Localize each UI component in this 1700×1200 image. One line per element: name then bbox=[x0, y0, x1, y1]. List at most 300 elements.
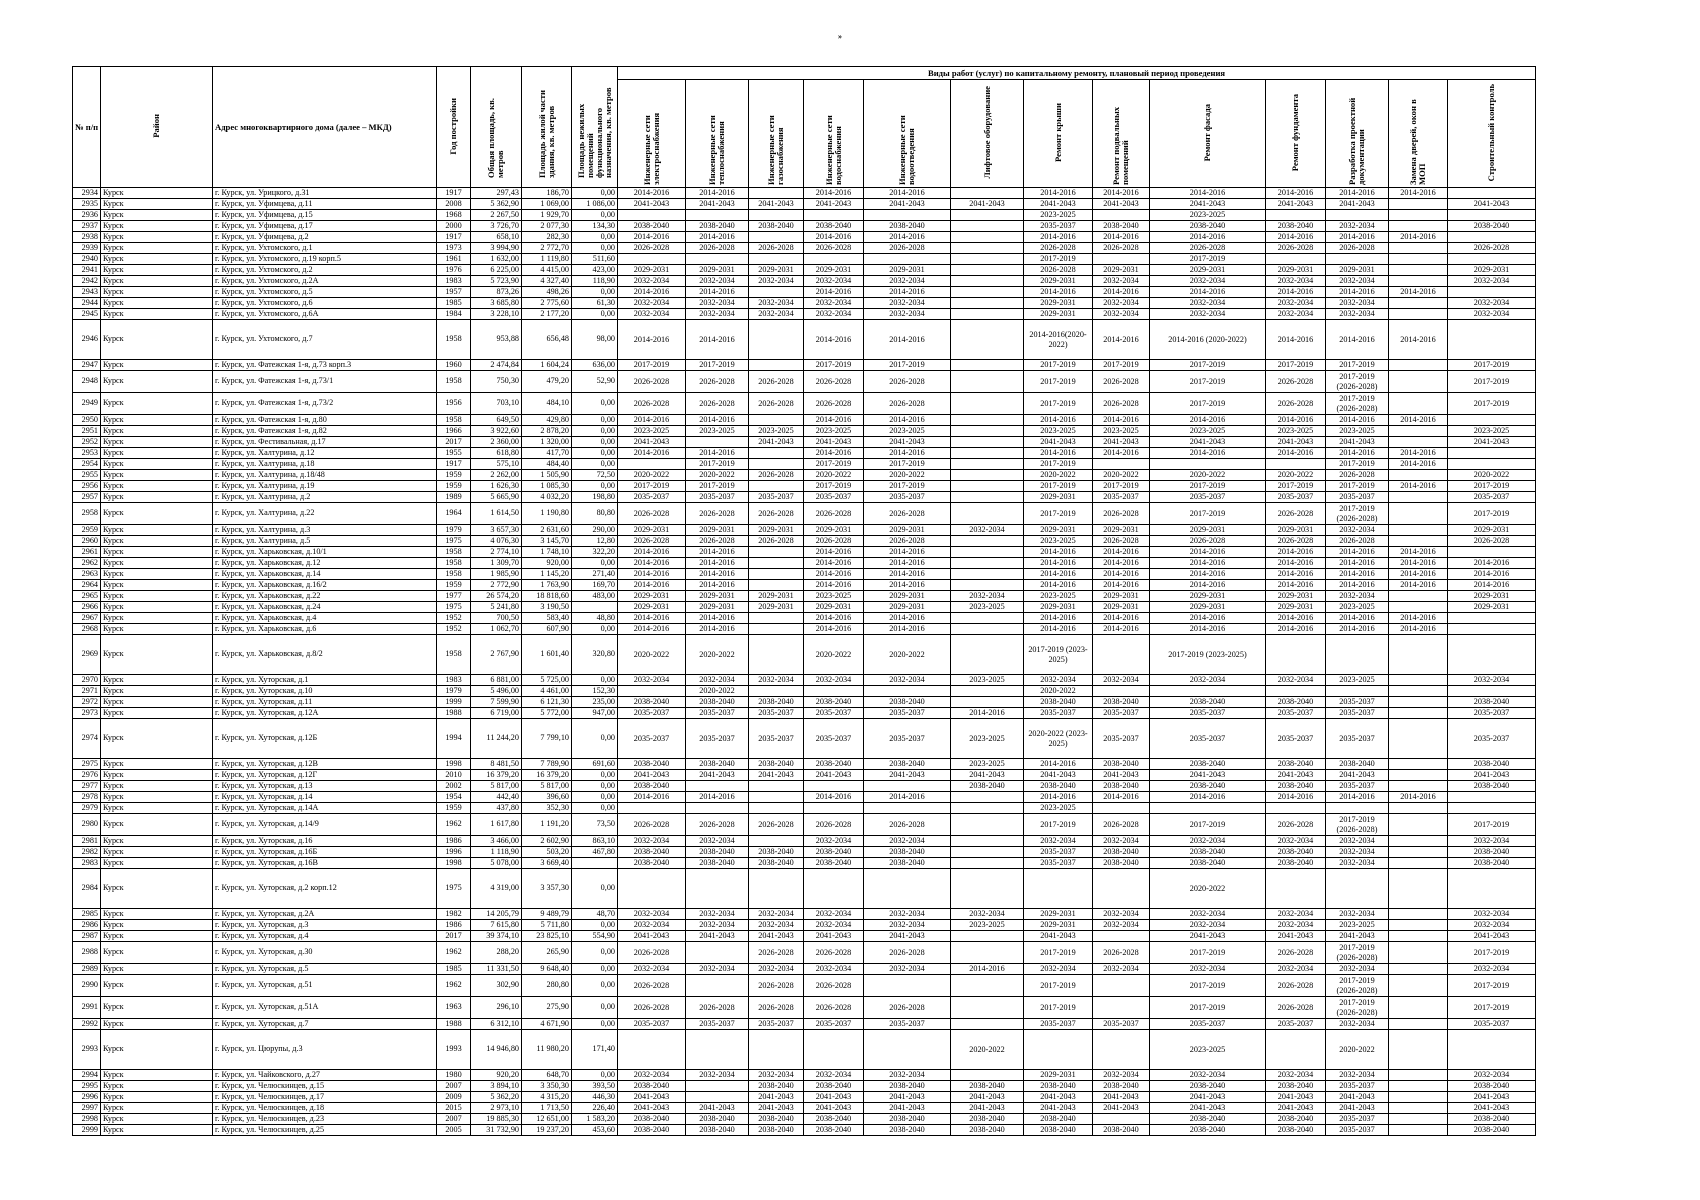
cell-construction-control bbox=[1448, 254, 1536, 265]
cell-year: 1985 bbox=[437, 964, 471, 975]
cell-index: 2966 bbox=[73, 602, 101, 613]
cell-electricity: 2038-2040 bbox=[618, 759, 686, 770]
cell-foundation: 2014-2016 bbox=[1266, 792, 1326, 803]
cell-heating: 2032-2034 bbox=[686, 909, 749, 920]
cell-doors-windows bbox=[1389, 602, 1448, 613]
cell-year: 2007 bbox=[437, 1114, 471, 1125]
cell-electricity bbox=[618, 686, 686, 697]
cell-elevator bbox=[951, 635, 1024, 675]
cell-basement: 2035-2037 bbox=[1093, 492, 1150, 503]
cell-index: 2985 bbox=[73, 909, 101, 920]
cell-year: 1973 bbox=[437, 243, 471, 254]
cell-living-area: 5 817,00 bbox=[522, 781, 572, 792]
cell-gas bbox=[749, 481, 804, 492]
cell-living-area: 1 069,00 bbox=[522, 199, 572, 210]
cell-nonliving-area: 152,30 bbox=[572, 686, 618, 697]
cell-facade: 2020-2022 bbox=[1150, 470, 1266, 481]
cell-total-area: 297,43 bbox=[471, 188, 522, 199]
cell-water: 2041-2043 bbox=[804, 437, 864, 448]
cell-electricity: 2038-2040 bbox=[618, 858, 686, 869]
cell-living-area: 1 190,80 bbox=[522, 503, 572, 525]
cell-year: 1976 bbox=[437, 265, 471, 276]
col-header-index: № п/п bbox=[73, 67, 101, 188]
cell-district: Курск bbox=[101, 210, 213, 221]
cell-doors-windows bbox=[1389, 869, 1448, 909]
cell-water: 2014-2016 bbox=[804, 448, 864, 459]
cell-sewage: 2032-2034 bbox=[864, 1070, 951, 1081]
cell-living-area: 417,70 bbox=[522, 448, 572, 459]
cell-living-area: 3 669,40 bbox=[522, 858, 572, 869]
cell-nonliving-area: 320,80 bbox=[572, 635, 618, 675]
cell-doors-windows bbox=[1389, 931, 1448, 942]
cell-heating: 2035-2037 bbox=[686, 708, 749, 719]
cell-elevator bbox=[951, 232, 1024, 243]
cell-living-area: 656,48 bbox=[522, 320, 572, 360]
cell-index: 2952 bbox=[73, 437, 101, 448]
cell-living-area: 503,20 bbox=[522, 847, 572, 858]
cell-electricity: 2014-2016 bbox=[618, 547, 686, 558]
cell-gas: 2032-2034 bbox=[749, 920, 804, 931]
cell-basement: 2014-2016 bbox=[1093, 613, 1150, 624]
cell-electricity: 2014-2016 bbox=[618, 569, 686, 580]
cell-basement: 2026-2028 bbox=[1093, 503, 1150, 525]
cell-nonliving-area: 483,00 bbox=[572, 591, 618, 602]
cell-district: Курск bbox=[101, 1114, 213, 1125]
cell-heating: 2014-2016 bbox=[686, 613, 749, 624]
cell-nonliving-area: 0,00 bbox=[572, 287, 618, 298]
cell-total-area: 1 985,90 bbox=[471, 569, 522, 580]
cell-living-area: 9 489,79 bbox=[522, 909, 572, 920]
cell-roof: 2017-2019 bbox=[1024, 975, 1093, 997]
cell-address: г. Курск, ул. Урицкого, д.31 bbox=[213, 188, 437, 199]
cell-roof: 2029-2031 bbox=[1024, 298, 1093, 309]
col-header-water: Инженерные сети водоснабжения bbox=[804, 80, 864, 188]
cell-facade: 2014-2016 bbox=[1150, 624, 1266, 635]
cell-nonliving-area: 446,30 bbox=[572, 1092, 618, 1103]
cell-year: 1985 bbox=[437, 298, 471, 309]
cell-foundation: 2026-2028 bbox=[1266, 536, 1326, 547]
cell-total-area: 39 374,10 bbox=[471, 931, 522, 942]
cell-nonliving-area: 691,60 bbox=[572, 759, 618, 770]
cell-district: Курск bbox=[101, 393, 213, 415]
cell-facade: 2041-2043 bbox=[1150, 199, 1266, 210]
table-row bbox=[73, 792, 1536, 803]
cell-address: г. Курск, ул. Фатежская 1-я, д.73/2 bbox=[213, 393, 437, 415]
cell-living-area: 7 789,90 bbox=[522, 759, 572, 770]
cell-index: 2982 bbox=[73, 847, 101, 858]
cell-heating: 2023-2025 bbox=[686, 426, 749, 437]
cell-construction-control bbox=[1448, 448, 1536, 459]
cell-elevator bbox=[951, 547, 1024, 558]
cell-elevator bbox=[951, 254, 1024, 265]
cell-address: г. Курск, ул. Халтурина, д.22 bbox=[213, 503, 437, 525]
cell-nonliving-area: 554,90 bbox=[572, 931, 618, 942]
cell-living-area: 4 461,00 bbox=[522, 686, 572, 697]
cell-sewage: 2014-2016 bbox=[864, 569, 951, 580]
cell-doors-windows bbox=[1389, 371, 1448, 393]
cell-address: г. Курск, ул. Челюскинцев, д.25 bbox=[213, 1125, 437, 1136]
cell-nonliving-area: 48,70 bbox=[572, 909, 618, 920]
cell-gas: 2032-2034 bbox=[749, 276, 804, 287]
cell-facade bbox=[1150, 803, 1266, 814]
cell-foundation: 2032-2034 bbox=[1266, 920, 1326, 931]
cell-roof: 2014-2016 bbox=[1024, 448, 1093, 459]
cell-construction-control: 2035-2037 bbox=[1448, 719, 1536, 759]
cell-district: Курск bbox=[101, 437, 213, 448]
cell-doors-windows bbox=[1389, 847, 1448, 858]
cell-district: Курск bbox=[101, 503, 213, 525]
cell-district: Курск bbox=[101, 803, 213, 814]
cell-design-docs: 2041-2043 bbox=[1326, 437, 1389, 448]
cell-district: Курск bbox=[101, 536, 213, 547]
cell-electricity: 2026-2028 bbox=[618, 942, 686, 964]
cell-construction-control: 2038-2040 bbox=[1448, 781, 1536, 792]
table-row bbox=[73, 675, 1536, 686]
cell-water: 2041-2043 bbox=[804, 770, 864, 781]
cell-foundation: 2035-2037 bbox=[1266, 492, 1326, 503]
cell-roof: 2029-2031 bbox=[1024, 492, 1093, 503]
cell-basement: 2014-2016 bbox=[1093, 624, 1150, 635]
cell-sewage bbox=[864, 869, 951, 909]
cell-living-area: 19 237,20 bbox=[522, 1125, 572, 1136]
cell-doors-windows bbox=[1389, 997, 1448, 1019]
cell-address: г. Курск, ул. Фатежская 1-я, д.73/1 bbox=[213, 371, 437, 393]
cell-gas: 2038-2040 bbox=[749, 847, 804, 858]
cell-index: 2988 bbox=[73, 942, 101, 964]
cell-nonliving-area: 52,90 bbox=[572, 371, 618, 393]
cell-living-area: 498,26 bbox=[522, 287, 572, 298]
cell-roof: 2035-2037 bbox=[1024, 708, 1093, 719]
cell-address: г. Курск, ул. Харьковская, д.22 bbox=[213, 591, 437, 602]
cell-sewage: 2017-2019 bbox=[864, 481, 951, 492]
cell-roof: 2017-2019 bbox=[1024, 481, 1093, 492]
cell-district: Курск bbox=[101, 287, 213, 298]
col-header-sewage: Инженерные сети водоотведения bbox=[864, 80, 951, 188]
cell-electricity: 2014-2016 bbox=[618, 613, 686, 624]
cell-nonliving-area: 0,00 bbox=[572, 1070, 618, 1081]
cell-foundation: 2014-2016 bbox=[1266, 580, 1326, 591]
cell-roof: 2023-2025 bbox=[1024, 210, 1093, 221]
cell-basement: 2041-2043 bbox=[1093, 1103, 1150, 1114]
cell-roof: 2041-2043 bbox=[1024, 1103, 1093, 1114]
cell-electricity: 2014-2016 bbox=[618, 188, 686, 199]
cell-total-area: 2 360,00 bbox=[471, 437, 522, 448]
cell-foundation: 2029-2031 bbox=[1266, 265, 1326, 276]
cell-elevator bbox=[951, 686, 1024, 697]
cell-heating: 2017-2019 bbox=[686, 360, 749, 371]
cell-design-docs: 2023-2025 bbox=[1326, 675, 1389, 686]
cell-foundation: 2026-2028 bbox=[1266, 975, 1326, 997]
cell-sewage: 2014-2016 bbox=[864, 232, 951, 243]
cell-gas: 2032-2034 bbox=[749, 909, 804, 920]
cell-foundation: 2014-2016 bbox=[1266, 320, 1326, 360]
cell-basement: 2038-2040 bbox=[1093, 781, 1150, 792]
cell-sewage: 2041-2043 bbox=[864, 931, 951, 942]
cell-design-docs: 2041-2043 bbox=[1326, 1092, 1389, 1103]
cell-heating bbox=[686, 781, 749, 792]
cell-basement: 2026-2028 bbox=[1093, 243, 1150, 254]
cell-address: г. Курск, ул. Фатежская 1-я, д.80 bbox=[213, 415, 437, 426]
cell-water: 2029-2031 bbox=[804, 265, 864, 276]
cell-living-area: 4 327,40 bbox=[522, 276, 572, 287]
table-row bbox=[73, 909, 1536, 920]
cell-nonliving-area: 0,00 bbox=[572, 770, 618, 781]
cell-address: г. Курск, ул. Халтурина, д.2 bbox=[213, 492, 437, 503]
cell-living-area: 4 315,20 bbox=[522, 1092, 572, 1103]
cell-district: Курск bbox=[101, 232, 213, 243]
cell-electricity: 2041-2043 bbox=[618, 1103, 686, 1114]
cell-sewage bbox=[864, 210, 951, 221]
cell-roof: 2017-2019 bbox=[1024, 459, 1093, 470]
cell-sewage: 2035-2037 bbox=[864, 1019, 951, 1030]
table-row bbox=[73, 602, 1536, 613]
cell-sewage: 2029-2031 bbox=[864, 525, 951, 536]
cell-facade: 2017-2019 bbox=[1150, 975, 1266, 997]
cell-sewage: 2014-2016 bbox=[864, 448, 951, 459]
cell-basement: 2014-2016 bbox=[1093, 448, 1150, 459]
cell-electricity: 2035-2037 bbox=[618, 719, 686, 759]
table-row bbox=[73, 770, 1536, 781]
cell-district: Курск bbox=[101, 243, 213, 254]
cell-index: 2996 bbox=[73, 1092, 101, 1103]
cell-roof: 2014-2016 bbox=[1024, 580, 1093, 591]
cell-district: Курск bbox=[101, 792, 213, 803]
cell-living-area: 12 651,00 bbox=[522, 1114, 572, 1125]
cell-elevator bbox=[951, 298, 1024, 309]
cell-gas: 2032-2034 bbox=[749, 309, 804, 320]
cell-gas: 2035-2037 bbox=[749, 719, 804, 759]
cell-foundation: 2029-2031 bbox=[1266, 602, 1326, 613]
cell-index: 2937 bbox=[73, 221, 101, 232]
page-number: » bbox=[838, 32, 842, 41]
table-row bbox=[73, 697, 1536, 708]
cell-electricity: 2038-2040 bbox=[618, 221, 686, 232]
col-header-year: Год постройки bbox=[437, 67, 471, 188]
cell-doors-windows bbox=[1389, 770, 1448, 781]
cell-district: Курск bbox=[101, 602, 213, 613]
cell-construction-control: 2041-2043 bbox=[1448, 931, 1536, 942]
cell-foundation: 2026-2028 bbox=[1266, 243, 1326, 254]
cell-total-area: 920,20 bbox=[471, 1070, 522, 1081]
cell-doors-windows: 2014-2016 bbox=[1389, 792, 1448, 803]
cell-elevator bbox=[951, 803, 1024, 814]
cell-design-docs: 2017-2019 bbox=[1326, 360, 1389, 371]
cell-electricity: 2038-2040 bbox=[618, 781, 686, 792]
cell-index: 2953 bbox=[73, 448, 101, 459]
cell-total-area: 6 312,10 bbox=[471, 1019, 522, 1030]
cell-construction-control: 2032-2034 bbox=[1448, 964, 1536, 975]
cell-address: г. Курск, ул. Хуторская, д.3 bbox=[213, 920, 437, 931]
cell-construction-control: 2038-2040 bbox=[1448, 697, 1536, 708]
cell-sewage bbox=[864, 781, 951, 792]
cell-gas: 2032-2034 bbox=[749, 964, 804, 975]
table-row bbox=[73, 997, 1536, 1019]
cell-year: 1966 bbox=[437, 426, 471, 437]
cell-address: г. Курск, ул. Харьковская, д.6 bbox=[213, 624, 437, 635]
cell-design-docs bbox=[1326, 803, 1389, 814]
cell-roof: 2017-2019 bbox=[1024, 814, 1093, 836]
cell-year: 1955 bbox=[437, 448, 471, 459]
cell-foundation: 2041-2043 bbox=[1266, 931, 1326, 942]
cell-heating bbox=[686, 437, 749, 448]
table-row bbox=[73, 437, 1536, 448]
cell-gas: 2038-2040 bbox=[749, 697, 804, 708]
cell-foundation: 2038-2040 bbox=[1266, 759, 1326, 770]
cell-facade: 2041-2043 bbox=[1150, 1103, 1266, 1114]
cell-heating: 2020-2022 bbox=[686, 470, 749, 481]
cell-basement bbox=[1093, 869, 1150, 909]
cell-nonliving-area: 0,00 bbox=[572, 997, 618, 1019]
cell-design-docs: 2014-2016 bbox=[1326, 415, 1389, 426]
cell-nonliving-area: 0,00 bbox=[572, 1019, 618, 1030]
cell-district: Курск bbox=[101, 814, 213, 836]
cell-roof: 2020-2022 bbox=[1024, 470, 1093, 481]
cell-heating: 2014-2016 bbox=[686, 415, 749, 426]
cell-roof bbox=[1024, 1030, 1093, 1070]
cell-roof bbox=[1024, 869, 1093, 909]
cell-elevator bbox=[951, 858, 1024, 869]
table-row bbox=[73, 547, 1536, 558]
cell-district: Курск bbox=[101, 635, 213, 675]
cell-elevator bbox=[951, 492, 1024, 503]
cell-construction-control: 2038-2040 bbox=[1448, 847, 1536, 858]
cell-doors-windows bbox=[1389, 975, 1448, 997]
cell-facade: 2017-2019 bbox=[1150, 393, 1266, 415]
cell-facade: 2014-2016 bbox=[1150, 448, 1266, 459]
cell-water: 2032-2034 bbox=[804, 1070, 864, 1081]
table-row bbox=[73, 232, 1536, 243]
cell-foundation: 2014-2016 bbox=[1266, 613, 1326, 624]
cell-construction-control: 2032-2034 bbox=[1448, 298, 1536, 309]
cell-address: г. Курск, ул. Хуторская, д.12В bbox=[213, 759, 437, 770]
cell-heating: 2014-2016 bbox=[686, 558, 749, 569]
cell-elevator: 2023-2025 bbox=[951, 675, 1024, 686]
cell-gas: 2026-2028 bbox=[749, 814, 804, 836]
cell-living-area: 4 671,90 bbox=[522, 1019, 572, 1030]
cell-doors-windows bbox=[1389, 708, 1448, 719]
cell-sewage: 2041-2043 bbox=[864, 770, 951, 781]
cell-district: Курск bbox=[101, 975, 213, 997]
cell-elevator bbox=[951, 437, 1024, 448]
cell-facade: 2014-2016 bbox=[1150, 232, 1266, 243]
cell-basement bbox=[1093, 254, 1150, 265]
cell-doors-windows bbox=[1389, 858, 1448, 869]
cell-electricity: 2014-2016 bbox=[618, 415, 686, 426]
cell-doors-windows bbox=[1389, 221, 1448, 232]
cell-year: 1986 bbox=[437, 920, 471, 931]
cell-living-area: 4 032,20 bbox=[522, 492, 572, 503]
cell-address: г. Курск, ул. Фатежская 1-я, д.73 корп.3 bbox=[213, 360, 437, 371]
cell-foundation: 2014-2016 bbox=[1266, 415, 1326, 426]
cell-roof: 2017-2019 bbox=[1024, 942, 1093, 964]
cell-roof: 2014-2016 bbox=[1024, 232, 1093, 243]
cell-basement: 2023-2025 bbox=[1093, 426, 1150, 437]
cell-living-area: 607,90 bbox=[522, 624, 572, 635]
cell-elevator bbox=[951, 481, 1024, 492]
cell-basement: 2014-2016 bbox=[1093, 547, 1150, 558]
cell-nonliving-area: 0,00 bbox=[572, 675, 618, 686]
cell-total-area: 2 262,00 bbox=[471, 470, 522, 481]
cell-district: Курск bbox=[101, 942, 213, 964]
cell-roof: 2017-2019 bbox=[1024, 503, 1093, 525]
cell-heating: 2017-2019 bbox=[686, 459, 749, 470]
cell-basement: 2014-2016 bbox=[1093, 188, 1150, 199]
cell-basement: 2041-2043 bbox=[1093, 199, 1150, 210]
cell-heating: 2026-2028 bbox=[686, 393, 749, 415]
cell-doors-windows: 2014-2016 bbox=[1389, 580, 1448, 591]
cell-year: 1983 bbox=[437, 675, 471, 686]
table-row bbox=[73, 591, 1536, 602]
cell-sewage: 2014-2016 bbox=[864, 580, 951, 591]
col-header-doors-windows: Замена дверей, окон в МОП bbox=[1389, 80, 1448, 188]
cell-doors-windows bbox=[1389, 437, 1448, 448]
cell-electricity: 2026-2028 bbox=[618, 503, 686, 525]
col-header-roof: Ремонт крыши bbox=[1024, 80, 1093, 188]
cell-living-area: 1 929,70 bbox=[522, 210, 572, 221]
cell-sewage: 2032-2034 bbox=[864, 920, 951, 931]
cell-basement: 2038-2040 bbox=[1093, 1081, 1150, 1092]
cell-construction-control: 2014-2016 bbox=[1448, 569, 1536, 580]
cell-gas: 2026-2028 bbox=[749, 536, 804, 547]
cell-heating: 2026-2028 bbox=[686, 243, 749, 254]
cell-total-area: 6 719,00 bbox=[471, 708, 522, 719]
cell-basement: 2038-2040 bbox=[1093, 697, 1150, 708]
cell-basement: 2014-2016 bbox=[1093, 792, 1150, 803]
cell-living-area: 18 818,60 bbox=[522, 591, 572, 602]
cell-heating bbox=[686, 869, 749, 909]
cell-facade: 2038-2040 bbox=[1150, 759, 1266, 770]
cell-roof: 2038-2040 bbox=[1024, 697, 1093, 708]
cell-total-area: 750,30 bbox=[471, 371, 522, 393]
cell-nonliving-area: 98,00 bbox=[572, 320, 618, 360]
col-header-foundation: Ремонт фундамента bbox=[1266, 80, 1326, 188]
cell-design-docs: 2014-2016 bbox=[1326, 188, 1389, 199]
cell-total-area: 2 474,84 bbox=[471, 360, 522, 371]
cell-living-area: 7 799,10 bbox=[522, 719, 572, 759]
cell-index: 2983 bbox=[73, 858, 101, 869]
cell-year: 2008 bbox=[437, 199, 471, 210]
cell-district: Курск bbox=[101, 448, 213, 459]
cell-elevator: 2038-2040 bbox=[951, 781, 1024, 792]
cell-address: г. Курск, ул. Хуторская, д.1 bbox=[213, 675, 437, 686]
cell-address: г. Курск, ул. Ухтомского, д.1 bbox=[213, 243, 437, 254]
cell-facade: 2035-2037 bbox=[1150, 708, 1266, 719]
cell-facade: 2017-2019 bbox=[1150, 254, 1266, 265]
cell-total-area: 5 817,00 bbox=[471, 781, 522, 792]
cell-doors-windows: 2014-2016 bbox=[1389, 448, 1448, 459]
cell-nonliving-area: 511,60 bbox=[572, 254, 618, 265]
cell-construction-control: 2014-2016 bbox=[1448, 580, 1536, 591]
cell-year: 1998 bbox=[437, 759, 471, 770]
cell-sewage: 2014-2016 bbox=[864, 613, 951, 624]
cell-basement: 2029-2031 bbox=[1093, 602, 1150, 613]
cell-facade: 2023-2025 bbox=[1150, 426, 1266, 437]
cell-heating bbox=[686, 942, 749, 964]
cell-gas bbox=[749, 232, 804, 243]
cell-sewage: 2026-2028 bbox=[864, 942, 951, 964]
cell-elevator bbox=[951, 459, 1024, 470]
cell-gas: 2041-2043 bbox=[749, 199, 804, 210]
cell-roof: 2014-2016 bbox=[1024, 624, 1093, 635]
cell-district: Курск bbox=[101, 254, 213, 265]
cell-living-area: 2 631,60 bbox=[522, 525, 572, 536]
cell-construction-control: 2038-2040 bbox=[1448, 759, 1536, 770]
cell-water: 2023-2025 bbox=[804, 591, 864, 602]
cell-roof: 2032-2034 bbox=[1024, 964, 1093, 975]
cell-gas: 2029-2031 bbox=[749, 525, 804, 536]
cell-living-area: 23 825,10 bbox=[522, 931, 572, 942]
cell-address: г. Курск, ул. Хуторская, д.51А bbox=[213, 997, 437, 1019]
